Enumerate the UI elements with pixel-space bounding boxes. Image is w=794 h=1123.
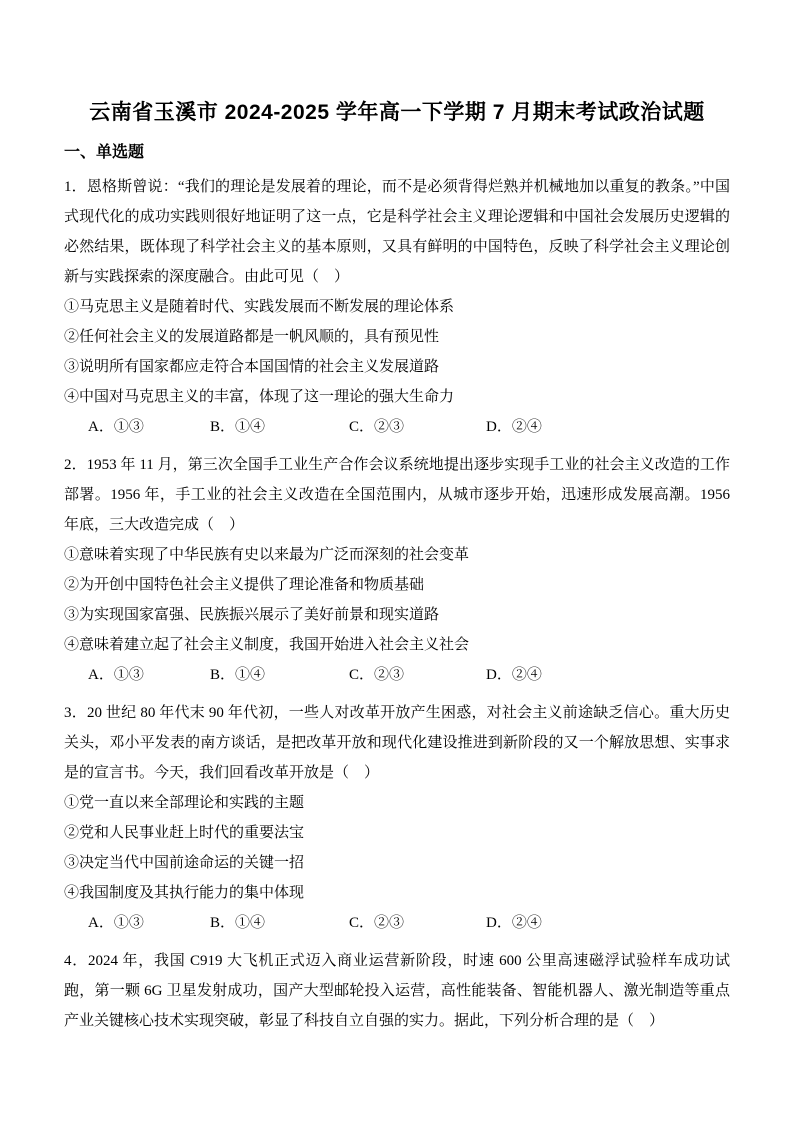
question-3-stem: 3．20 世纪 80 年代末 90 年代初，一些人对改革开放产生困惑，对社会主义前途缺乏信心。重大历史关头，邓小平发表的南方谈话，是把改革开放和现代化建设推进到新阶段的又一个解放思想、实事求是的宣言书。今天，我们回看改革开放是（ ） [64, 705, 730, 781]
document-title: 云南省玉溪市 2024-2025 学年高一下学期 7 月期末考试政治试题 [89, 101, 705, 124]
question-1-option-c: C．②③ [349, 419, 405, 435]
question-3-statement-2: ②党和人民事业赶上时代的重要法宝 [64, 825, 305, 841]
question-2-statement-4: ④意味着建立起了社会主义制度，我国开始进入社会主义社会 [64, 637, 470, 653]
question-2-option-c: C．②③ [349, 667, 405, 683]
question-2 [64, 450, 730, 690]
question-3-statement-4: ④我国制度及其执行能力的集中体现 [64, 885, 305, 901]
question-1 [64, 172, 730, 442]
question-3-options-row [64, 908, 730, 938]
question-1-statement-3: ③说明所有国家都应走符合本国国情的社会主义发展道路 [64, 359, 440, 375]
section-heading-single-choice: 一、单选题 [64, 144, 145, 161]
question-2-option-d: D．②④ [486, 667, 542, 683]
question-4 [64, 946, 730, 1036]
question-1-statement-4: ④中国对马克思主义的丰富，体现了这一理论的强大生命力 [64, 389, 455, 405]
question-3-option-d: D．②④ [486, 915, 542, 931]
question-3-option-c: C．②③ [349, 915, 405, 931]
question-3 [64, 698, 730, 938]
question-3-statement-1: ①党一直以来全部理论和实践的主题 [64, 795, 305, 811]
question-1-option-b: B．①④ [210, 419, 266, 435]
question-1-option-d: D．②④ [486, 419, 542, 435]
question-3-option-a: A．①③ [88, 915, 144, 931]
question-4-stem: 4．2024 年，我国 C919 大飞机正式迈入商业运营新阶段，时速 600 公里高速磁浮试验样车成功试跑，第一颗 6G 卫星发射成功，国产大型邮轮投入运营，高性能装备、智能机器人、激光制造等重点产业关键核心技术实现突破，彰显了科技自立自强的实力。据此，下列分析合理的是（ ） [64, 953, 730, 1029]
question-1-statement-1: ①马克思主义是随着时代、实践发展而不断发展的理论体系 [64, 299, 455, 315]
question-2-statement-1: ①意味着实现了中华民族有史以来最为广泛而深刻的社会变革 [64, 547, 470, 563]
question-1-stem: 1．恩格斯曾说：“我们的理论是发展着的理论，而不是必须背得烂熟并机械地加以重复的教条。”中国式现代化的成功实践则很好地证明了这一点，它是科学社会主义理论逻辑和中国社会发展历史逻辑的必然结果，既体现了科学社会主义的基本原则，又具有鲜明的中国特色，反映了科学社会主义理论创新与实践探索的深度融合。由此可见（ ） [64, 179, 730, 285]
question-2-statement-2: ②为开创中国特色社会主义提供了理论准备和物质基础 [64, 577, 425, 593]
question-1-options-row [64, 412, 730, 442]
question-2-options-row [64, 660, 730, 690]
question-2-stem: 2．1953 年 11 月，第三次全国手工业生产合作会议系统地提出逐步实现手工业的社会主义改造的工作部署。1956 年，手工业的社会主义改造在全国范围内，从城市逐步开始，迅速形成发展高潮。1956 年底，三大改造完成（ ） [64, 457, 730, 533]
question-3-statement-3: ③决定当代中国前途命运的关键一招 [64, 855, 305, 871]
question-3-option-b: B．①④ [210, 915, 266, 931]
question-2-option-b: B．①④ [210, 667, 266, 683]
question-2-option-a: A．①③ [88, 667, 144, 683]
question-2-statement-3: ③为实现国家富强、民族振兴展示了美好前景和现实道路 [64, 607, 440, 623]
question-1-option-a: A．①③ [88, 419, 144, 435]
question-1-statement-2: ②任何社会主义的发展道路都是一帆风顺的，具有预见性 [64, 329, 440, 345]
